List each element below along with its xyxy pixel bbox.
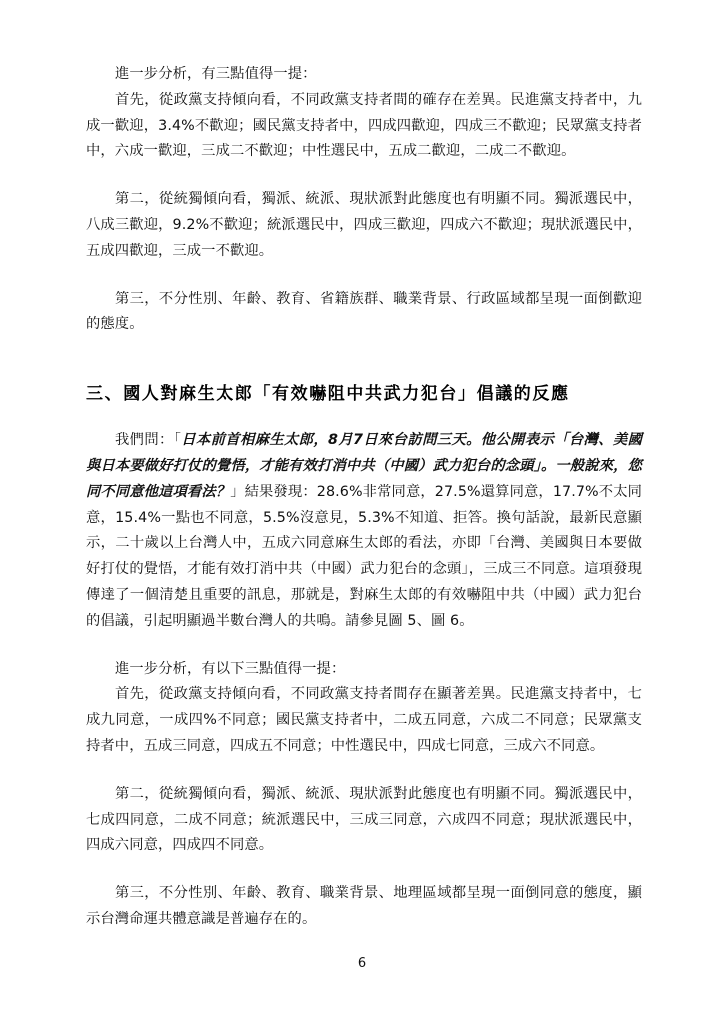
analysis-point-1: 首先，從政黨支持傾向看，不同政黨支持者間的確存在差異。民進黨支持者中，九成一歡迎，3.4%不歡迎；國民黨支持者中，四成四歡迎，四成三不歡迎；民眾黨支持者中，六成一歡迎，三成二不歡迎；中性選民中，五成二歡迎，二成二不歡迎。 bbox=[86, 91, 642, 160]
analysis-point-3: 第三，不分性別、年齡、教育、省籍族群、職業背景、行政區域都呈現一面倒歡迎的態度。 bbox=[86, 290, 642, 333]
paragraph-gap bbox=[86, 265, 642, 287]
survey-question-paragraph bbox=[86, 428, 642, 634]
paragraph-gap bbox=[86, 165, 642, 187]
section3-analysis-intro: 進一步分析，有以下三點值得一提： bbox=[115, 660, 346, 677]
analysis-point-2: 第二，從統獨傾向看，獨派、統派、現狀派對此態度也有明顯不同。獨派選民中，八成三歡迎，9.2%不歡迎；統派選民中，四成三歡迎，四成六不歡迎；現狀派選民中，五成四歡迎，三成一不歡迎。 bbox=[86, 191, 642, 259]
page-content bbox=[86, 62, 642, 933]
paragraph-gap bbox=[86, 635, 642, 657]
analysis-intro: 進一步分析，有三點值得一提： bbox=[115, 66, 317, 82]
question-prefix: 我們問：「 bbox=[115, 432, 182, 449]
section3-point-1: 首先，從政黨支持傾向看，不同政黨支持者間存在顯著差異。民進黨支持者中，七成九同意，一成四%不同意；國民黨支持者中，二成五同意，六成二不同意；民眾黨支持者中，五成三同意，四成五不同意；中性選民中，四成七同意，三成六不同意。 bbox=[86, 686, 642, 754]
section-heading: 三、國人對麻生太郎「有效嚇阻中共武力犯台」倡議的反應 bbox=[86, 384, 570, 405]
paragraph-gap bbox=[86, 859, 642, 881]
survey-result: 」結果發現：28.6%非常同意，27.5%還算同意，17.7%不太同意，15.4%一點也不同意，5.5%沒意見，5.3%不知道、拒答。換句話說，最新民意顯示，二十歲以上台灣人中，五成六同意麻生太郎的看法，亦即「台灣、美國與日本要做好打仗的覺悟，才能有效打消中共（中國）武力犯台的念頭」，三成三不同意。這項發現傳達了一個清楚且重要的訊息，那就是，對麻生太郎的有效嚇阻中共（中國）武力犯台的倡議，引起明顯過半數台灣人的共鳴。請參見圖 5、圖 6。 bbox=[86, 483, 643, 629]
section3-point-3: 第三，不分性別、年齡、教育、職業背景、地理區域都呈現一面倒同意的態度，顯示台灣命運共體意識是普遍存在的。 bbox=[86, 885, 642, 927]
page-number: 6 bbox=[357, 956, 367, 971]
paragraph-gap bbox=[86, 760, 642, 782]
survey-question: 日本前首相麻生太郎，8月7日來台訪問三天。他公開表示「台灣、美國與日本要做好打仗的覺悟，才能有效打消中共（中國）武力犯台的念頭」。一般說來，您同不同意他這項看法？ bbox=[86, 432, 642, 500]
section3-point-2: 第二，從統獨傾向看，獨派、統派、現狀派對此態度也有明顯不同。獨派選民中，七成四同意，二成不同意；統派選民中，三成三同意，六成四不同意；現狀派選民中，四成六同意，四成四不同意。 bbox=[86, 785, 642, 854]
